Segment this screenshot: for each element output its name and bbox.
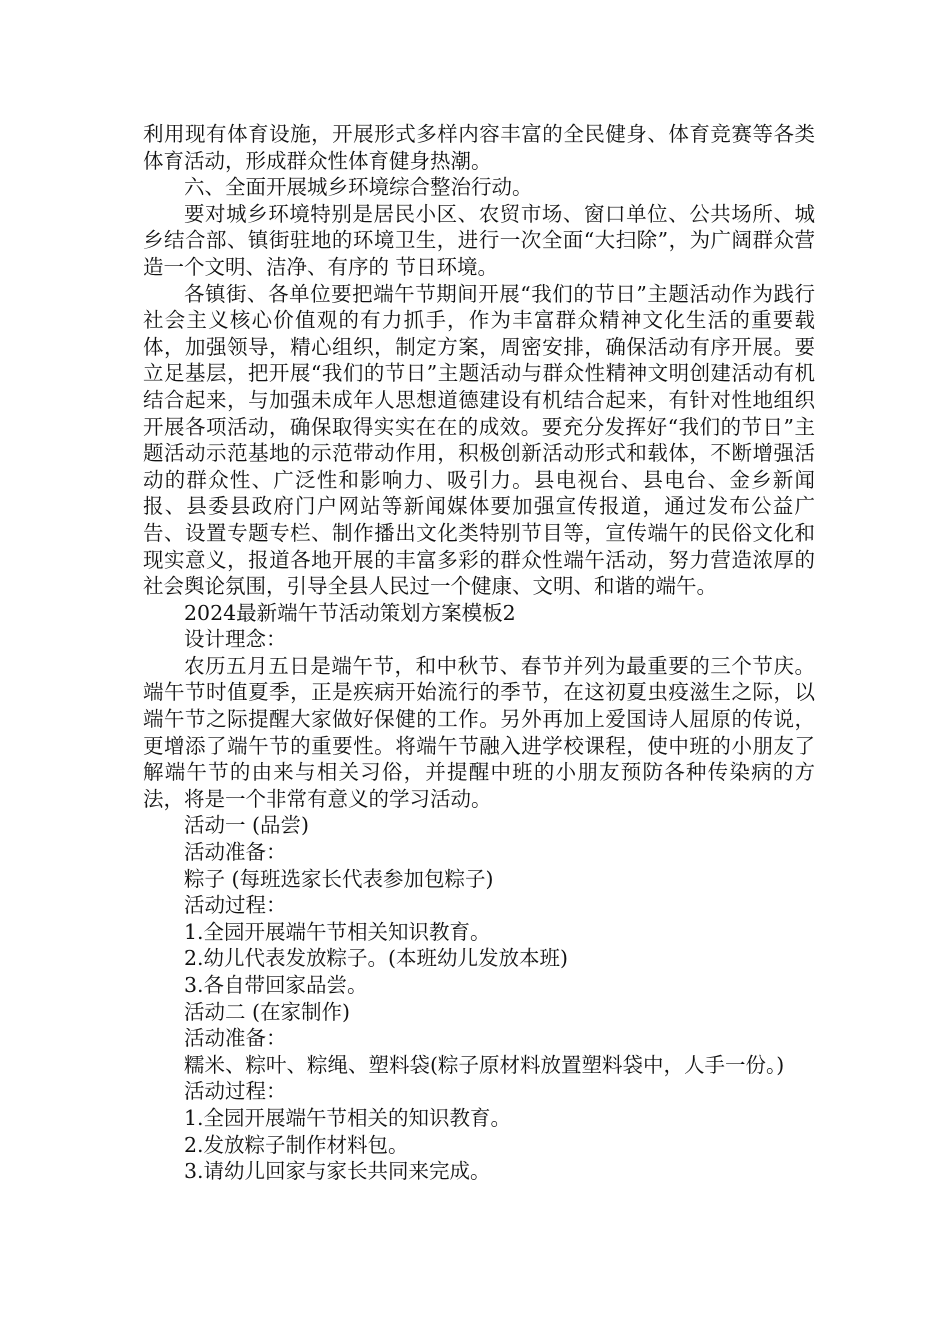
document-body bbox=[143, 121, 815, 1185]
document-subtitle: 2024最新端午节活动策划方案模板2 bbox=[184, 600, 516, 625]
activity-two-prep-label: 活动准备： bbox=[184, 1026, 287, 1051]
activity-one-process-label: 活动过程： bbox=[184, 893, 287, 918]
paragraph-festival-activities: 各镇街、各单位要把端午节期间开展“我们的节日”主题活动作为践行社会主义核心价值观的有力抓手，作为丰富群众精神文化生活的重要载体，加强领导，精心组织，制定方案，周密安排，确保活动有序开展。要立足基层，把开展“我们的节日”主题活动与群众性精神文明创建活动有机结合起来，与加强未成年人思想道德建设有机结合起来，有针对性地组织开展各项活动，确保取得实实在在的成效。要充分发挥好“我们的节日”主题活动示范基地的示范带动作用，积极创新活动形式和载体，不断增强活动的群众性、广泛性和影响力、吸引力。县电视台、县电台、金乡新闻报、县委县政府门户网站等新闻媒体要加强宣传报道，通过发布公益广告、设置专题专栏、制作播出文化类特别节目等，宣传端午的民俗文化和现实意义，报道各地开展的丰富多彩的群众性端午活动，努力营造浓厚的社会舆论氛围，引导全县人民过一个健康、文明、和谐的端午。 bbox=[143, 281, 815, 599]
list-item: 1.全园开展端午节相关知识教育。 bbox=[184, 919, 491, 944]
activity-one-prep: 粽子 (每班选家长代表参加包粽子) bbox=[184, 866, 494, 891]
activity-one-prep-label: 活动准备： bbox=[184, 840, 287, 865]
paragraph-design-concept: 农历五月五日是端午节，和中秋节、春节并列为最重要的三个节庆。端午节时值夏季，正是疾病开始流行的季节，在这初夏虫疫滋生之际，以端午节之际提醒大家做好保健的工作。另外再加上爱国诗人屈原的传说，更增添了端午节的重要性。将端午节融入进学校课程，使中班的小朋友了解端午节的由来与相关习俗，并提醒中班的小朋友预防各种传染病的方法，将是一个非常有意义的学习活动。 bbox=[143, 653, 815, 811]
design-concept-heading: 设计理念： bbox=[184, 627, 287, 652]
activity-two-process-label: 活动过程： bbox=[184, 1079, 287, 1104]
paragraph-environment: 要对城乡环境特别是居民小区、农贸市场、窗口单位、公共场所、城乡结合部、镇街驻地的环境卫生，进行一次全面“大扫除”，为广阔群众营造一个文明、洁净、有序的 节日环境。 bbox=[143, 201, 815, 279]
activity-two-heading: 活动二 (在家制作) bbox=[184, 999, 351, 1024]
list-item: 3.请幼儿回家与家长共同来完成。 bbox=[184, 1159, 491, 1184]
paragraph-sports-activities: 利用现有体育设施，开展形式多样内容丰富的全民健身、体育竞赛等各类体育活动，形成群众性体育健身热潮。 bbox=[143, 122, 815, 173]
list-item: 2.发放粽子制作材料包。 bbox=[184, 1132, 409, 1157]
activity-one-heading: 活动一 (品尝) bbox=[184, 813, 310, 838]
list-item: 3.各自带回家品尝。 bbox=[184, 973, 368, 997]
list-item: 1.全园开展端午节相关的知识教育。 bbox=[184, 1105, 512, 1130]
list-item: 2.幼儿代表发放粽子。(本班幼儿发放本班) bbox=[184, 946, 569, 971]
activity-two-prep: 糯米、粽叶、粽绳、塑料袋(粽子原材料放置塑料袋中，人手一份。) bbox=[184, 1052, 785, 1077]
section-heading-environment: 六、全面开展城乡环境综合整治行动。 bbox=[184, 175, 533, 200]
